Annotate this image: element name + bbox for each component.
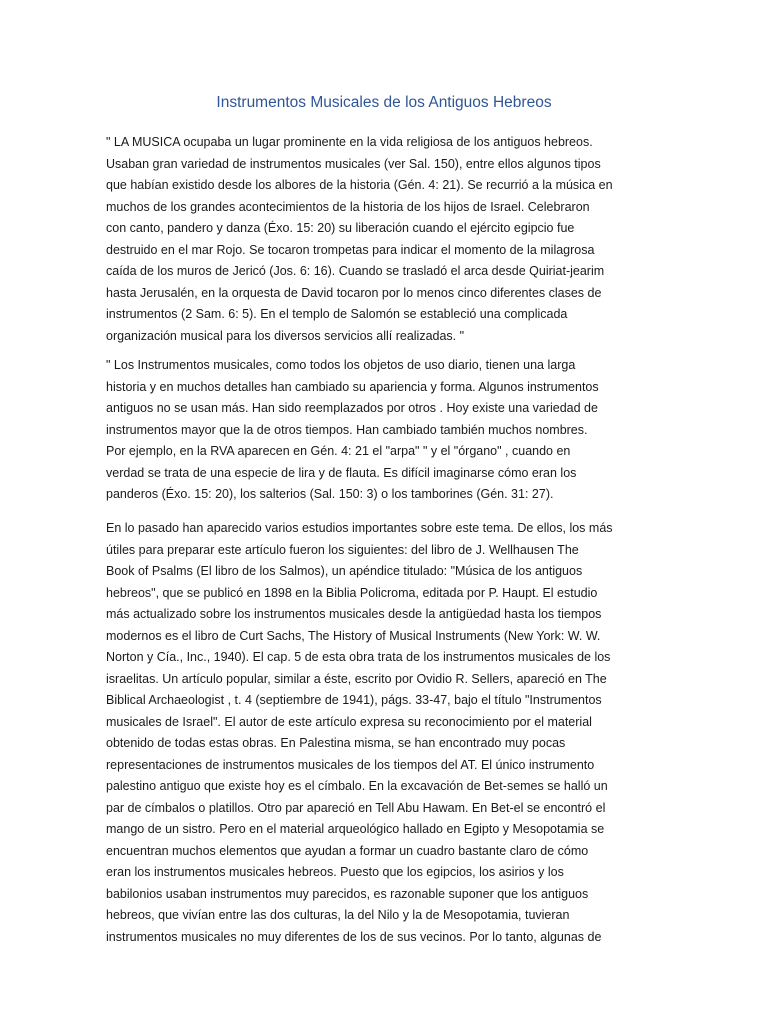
paragraph-line: destruido en el mar Rojo. Se tocaron trompetas para indicar el momento de la milagrosa [106,242,595,257]
paragraph-line: con canto, pandero y danza (Éxo. 15: 20) su liberación cuando el ejército egipcio fue [106,221,575,235]
paragraph-line: hasta Jerusalén, en la orquesta de David tocaron por lo menos cinco diferentes clases de [106,285,602,300]
paragraph-line: " Los Instrumentos musicales, como todos los objetos de uso diario, tienen una larga [106,358,576,372]
paragraph-line: Biblical Archaeologist , t. 4 (septiembre de 1941), págs. 33-47, bajo el título "Instrumentos [106,693,602,707]
paragraph-line: palestino antiguo que existe hoy es el címbalo. En la excavación de Bet-semes se halló un [106,779,608,793]
paragraph-line: organización musical para los diversos servicios allí realizadas. " [106,328,465,343]
paragraph-line: hebreos", que se publicó en 1898 en la Biblia Policroma, editada por P. Haupt. El estudio [106,585,598,600]
paragraph-line: más actualizado sobre los instrumentos musicales desde la antigüedad hasta los tiempos [106,607,602,621]
document-title: Instrumentos Musicales de los Antiguos Hebreos [216,94,552,111]
paragraph [106,518,666,948]
paragraph-line: encuentran muchos elementos que ayudan a formar un cuadro bastante claro de cómo [106,843,589,858]
paragraph-line: hebreos, que vivían entre las dos culturas, la del Nilo y la de Mesopotamia, tuvieran [106,908,570,922]
paragraph-line: modernos es el libro de Curt Sachs, The History of Musical Instruments (New York: W. W. [106,628,601,643]
paragraph-line: " LA MUSICA ocupaba un lugar prominente en la vida religiosa de los antiguos hebreos. [106,135,593,149]
paragraph-line: panderos (Éxo. 15: 20), los salterios (Sal. 150: 3) o los tamborines (Gén. 31: 27). [106,487,554,501]
paragraph-line: israelitas. Un artículo popular, similar a éste, escrito por Ovidio R. Sellers, apareció en The [106,671,607,686]
paragraph-line: historia y en muchos detalles han cambiado su apariencia y forma. Algunos instrumentos [106,379,599,394]
paragraph [106,132,666,347]
paragraph-line: En lo pasado han aparecido varios estudios importantes sobre este tema. De ellos, los más [106,521,613,535]
paragraph-line: par de címbalos o platillos. Otro par apareció en Tell Abu Hawam. En Bet-el se encontró el [106,800,606,815]
paragraph-line: antiguos no se usan más. Han sido reemplazados por otros . Hoy existe una variedad de [106,401,598,415]
paragraph-line: verdad se trata de una especie de lira y de flauta. Es difícil imaginarse cómo eran los [106,465,577,480]
paragraph-line: Book of Psalms (El libro de los Salmos), un apéndice titulado: "Música de los antiguos [106,564,583,578]
paragraph-line: Norton y Cía., Inc., 1940). El cap. 5 de esta obra trata de los instrumentos musicales de los [106,650,611,664]
paragraph [106,355,666,506]
paragraph-line: representaciones de instrumentos musicales de los tiempos del AT. El único instrumento [106,757,595,772]
paragraph-line: babilonios usaban instrumentos muy parecidos, es razonable suponer que los antiguos [106,886,589,901]
paragraph-line: que habían existido desde los albores de la historia (Gén. 4: 21). Se recurrió a la música en [106,178,613,192]
paragraph-line: muchos de los grandes acontecimientos de la historia de los hijos de Israel. Celebraron [106,199,590,214]
paragraph-line: útiles para preparar este artículo fueron los siguientes: del libro de J. Wellhausen The [106,542,579,557]
paragraph-line: instrumentos mayor que la de otros tiempos. Han cambiado también muchos nombres. [106,422,588,437]
paragraph-line: musicales de Israel". El autor de este artículo expresa su reconocimiento por el material [106,714,592,729]
paragraph-line: mango de un sistro. Pero en el material arqueológico hallado en Egipto y Mesopotamia se [106,822,605,836]
paragraph-line: caída de los muros de Jericó (Jos. 6: 16). Cuando se trasladó el arca desde Quiriat-jearim [106,264,605,278]
paragraph-line: obtenido de todas estas obras. En Palestina misma, se han encontrado muy pocas [106,736,566,750]
paragraph-line: instrumentos (2 Sam. 6: 5). En el templo de Salomón se estableció una complicada [106,307,568,321]
paragraph-line: instrumentos musicales no muy diferentes de los de sus vecinos. Por lo tanto, algunas de [106,929,602,944]
paragraph-line: Usaban gran variedad de instrumentos musicales (ver Sal. 150), entre ellos algunos tipos [106,156,601,171]
paragraph-line: eran los instrumentos musicales hebreos. Puesto que los egipcios, los asirios y los [106,865,564,879]
paragraph-line: Por ejemplo, en la RVA aparecen en Gén. 4: 21 el "arpa" " y el "órgano" , cuando en [106,444,571,458]
